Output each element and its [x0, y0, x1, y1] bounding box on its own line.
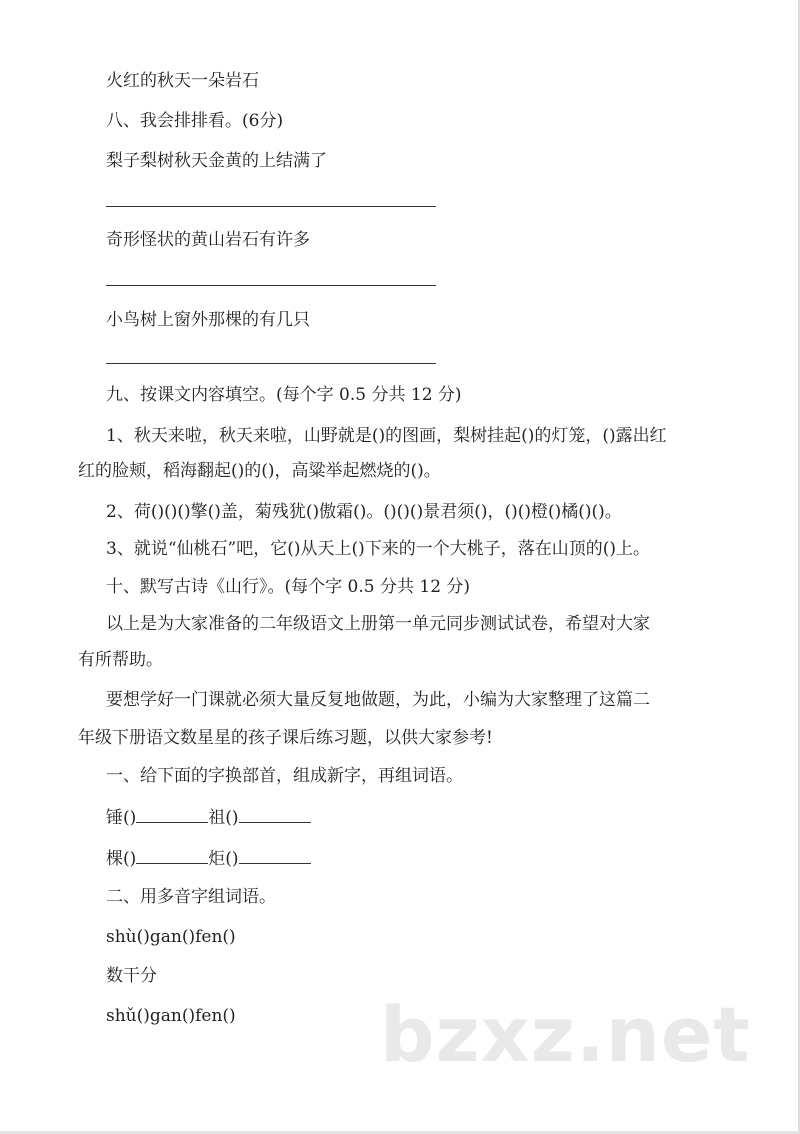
watermark: bzxz.net — [380, 990, 751, 1079]
section-heading-9: 九、按课文内容填空。(每个字 0.5 分共 12 分) — [106, 385, 462, 405]
blank-line — [136, 806, 208, 823]
blank-line — [239, 847, 311, 864]
text-line: 梨子梨树秋天金黄的上结满了 — [106, 151, 327, 171]
text-line: 有所帮助。 — [78, 650, 163, 670]
text-line: 以上是为大家准备的二年级语文上册第一单元同步测试试卷，希望对大家 — [106, 614, 650, 634]
blank-line — [136, 847, 208, 864]
exercise-char: 炬() — [208, 849, 239, 869]
exercise-char: 祖() — [208, 808, 239, 828]
text-line: 数干分 — [106, 966, 157, 986]
text-line: shù()gan()fen() — [106, 927, 236, 947]
answer-line — [106, 285, 436, 286]
section-heading-10: 十、默写古诗《山行》。(每个字 0.5 分共 12 分) — [106, 577, 471, 597]
answer-line — [106, 206, 436, 207]
exercise-heading-1: 一、给下面的字换部首，组成新字，再组词语。 — [106, 766, 463, 786]
exercise-row — [106, 806, 311, 829]
text-line: shǔ()gan()fen() — [106, 1006, 236, 1026]
text-line: 红的脸颊，稻海翻起()的()，高粱举起燃烧的()。 — [78, 461, 441, 481]
exercise-char: 棵() — [106, 849, 137, 869]
section-heading-8: 八、我会排排看。(6分) — [106, 111, 284, 131]
text-line: 小鸟树上窗外那棵的有几只 — [106, 310, 310, 330]
exercise-char: 锤() — [106, 808, 137, 828]
exercise-heading-2: 二、用多音字组词语。 — [106, 887, 276, 907]
text-line: 火红的秋天一朵岩石 — [106, 71, 259, 91]
answer-line — [106, 363, 436, 364]
text-line: 1、秋天来啦，秋天来啦，山野就是()的图画，梨树挂起()的灯笼，()露出红 — [106, 426, 667, 446]
text-line: 奇形怪状的黄山岩石有许多 — [106, 230, 310, 250]
text-line: 3、就说“仙桃石”吧，它()从天上()下来的一个大桃子，落在山顶的()上。 — [106, 539, 650, 559]
exercise-row — [106, 847, 311, 870]
text-line: 要想学好一门课就必须大量反复地做题，为此，小编为大家整理了这篇二 — [106, 690, 650, 710]
blank-line — [239, 806, 311, 823]
text-line: 2、荷()()()擎()盖，菊残犹()傲霜()。()()()景君须()，()()橙()橘()()。 — [106, 502, 622, 522]
text-line: 年级下册语文数星星的孩子课后练习题，以供大家参考! — [78, 728, 493, 748]
